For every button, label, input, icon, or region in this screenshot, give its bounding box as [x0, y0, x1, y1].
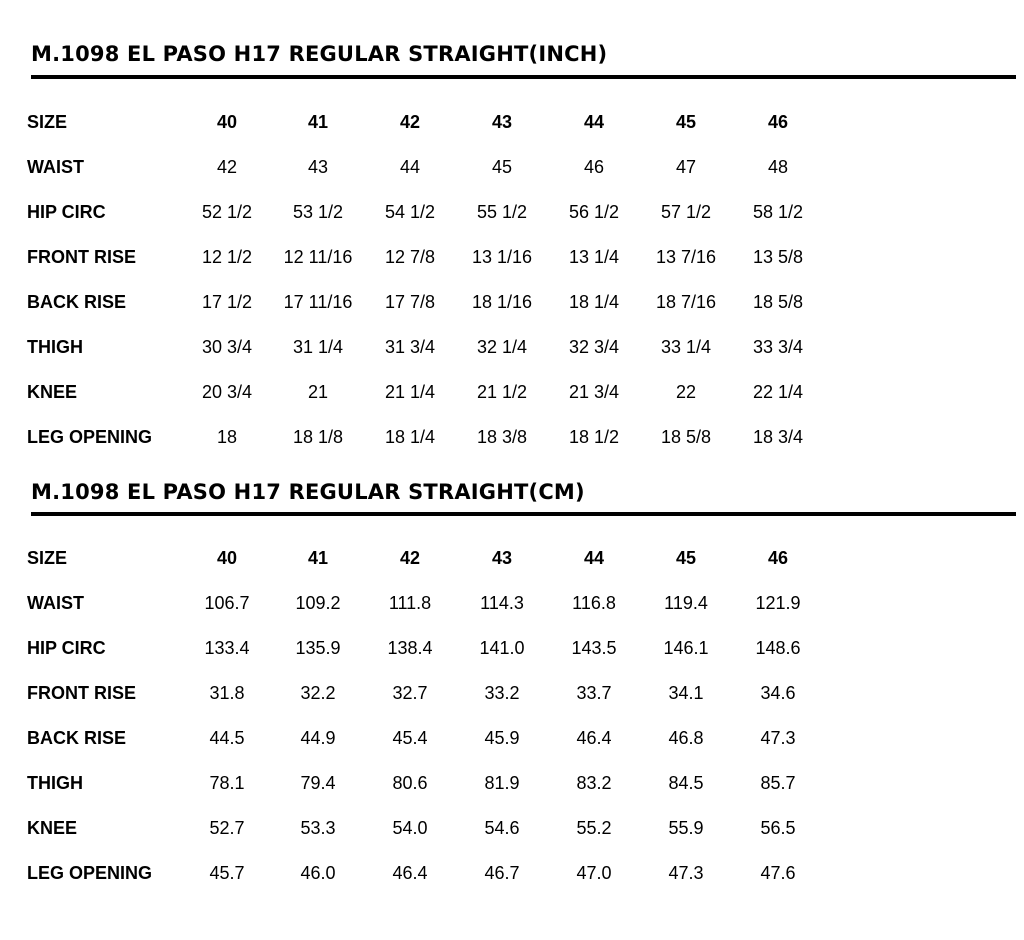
table-cell: 83.2 [576, 773, 612, 793]
size-cell: 46 [767, 548, 789, 568]
table-cell: 18 1/16 [471, 292, 533, 312]
table-cell: 79.4 [300, 773, 336, 793]
table-cell: 13 1/16 [471, 247, 533, 267]
table-cell: 18 1/4 [384, 427, 436, 447]
row-label: KNEE [27, 382, 78, 402]
table-cell: 133.4 [204, 638, 250, 658]
table-cell: 22 [675, 382, 697, 402]
table-cell: 57 1/2 [660, 202, 712, 222]
table-cell: 84.5 [668, 773, 704, 793]
table-cell: 21 3/4 [568, 382, 620, 402]
table-cell: 143.5 [571, 638, 617, 658]
table-cell: 31 3/4 [384, 337, 436, 357]
table-cell: 12 11/16 [283, 247, 353, 267]
table-cell: 78.1 [209, 773, 245, 793]
table-cell: 47.3 [760, 728, 796, 748]
table-title: M.1098 EL PASO H17 REGULAR STRAIGHT(INCH) [31, 42, 608, 66]
table-cell: 18 5/8 [752, 292, 804, 312]
table-row [0, 726, 1024, 750]
table-cell: 116.8 [572, 593, 616, 613]
table-row [0, 380, 1024, 404]
table-row [0, 681, 1024, 705]
size-header-row [0, 110, 1024, 134]
size-cell: 44 [583, 548, 605, 568]
table-cell: 45 [491, 157, 513, 177]
table-cell: 47.0 [576, 863, 612, 883]
row-label: BACK RISE [27, 292, 127, 312]
size-cell: 42 [399, 112, 421, 132]
table-cell: 31 1/4 [292, 337, 344, 357]
table-cell: 52 1/2 [201, 202, 253, 222]
table-row [0, 425, 1024, 449]
table-cell: 44.9 [300, 728, 336, 748]
row-label: SIZE [27, 112, 68, 132]
table-cell: 32 3/4 [568, 337, 620, 357]
row-label: SIZE [27, 548, 68, 568]
table-cell: 18 1/8 [292, 427, 344, 447]
table-cell: 22 1/4 [752, 382, 804, 402]
table-row [0, 591, 1024, 615]
table-cell: 56.5 [760, 818, 796, 838]
row-label: LEG OPENING [27, 863, 153, 883]
table-cell: 18 1/2 [568, 427, 620, 447]
table-cell: 32.2 [300, 683, 336, 703]
table-cell: 141.0 [479, 638, 525, 658]
table-row [0, 290, 1024, 314]
table-row [0, 771, 1024, 795]
table-cell: 55 1/2 [476, 202, 528, 222]
size-header-row [0, 546, 1024, 570]
table-cell: 46.7 [484, 863, 520, 883]
table-cell: 81.9 [484, 773, 520, 793]
table-cell: 46.8 [668, 728, 704, 748]
table-cell: 32.7 [392, 683, 428, 703]
table-row [0, 636, 1024, 660]
table-cell: 109.2 [295, 593, 341, 613]
table-cell: 146.1 [663, 638, 709, 658]
table-cell: 138.4 [387, 638, 433, 658]
table-cell: 54.6 [484, 818, 520, 838]
size-cell: 42 [399, 548, 421, 568]
table-cell: 12 7/8 [384, 247, 436, 267]
row-label: HIP CIRC [27, 202, 106, 222]
table-cell: 33 1/4 [660, 337, 712, 357]
table-title: M.1098 EL PASO H17 REGULAR STRAIGHT(CM) [31, 480, 585, 504]
table-cell: 45.4 [392, 728, 428, 748]
row-label: BACK RISE [27, 728, 127, 748]
row-label: THIGH [27, 337, 83, 357]
row-label: WAIST [27, 593, 84, 613]
table-cell: 85.7 [760, 773, 796, 793]
table-row [0, 816, 1024, 840]
table-cell: 21 1/4 [384, 382, 436, 402]
table-cell: 18 [216, 427, 238, 447]
table-cell: 114.3 [480, 593, 524, 613]
size-cell: 44 [583, 112, 605, 132]
size-cell: 41 [307, 112, 329, 132]
table-cell: 53.3 [300, 818, 336, 838]
table-cell: 48 [767, 157, 789, 177]
size-cell: 40 [216, 112, 238, 132]
table-row [0, 155, 1024, 179]
table-cell: 17 1/2 [201, 292, 253, 312]
table-cell: 55.9 [668, 818, 704, 838]
table-cell: 44 [399, 157, 421, 177]
table-cell: 33.7 [576, 683, 612, 703]
table-cell: 32 1/4 [476, 337, 528, 357]
table-cell: 46.4 [392, 863, 428, 883]
table-row [0, 861, 1024, 885]
size-cell: 46 [767, 112, 789, 132]
table-cell: 18 3/8 [476, 427, 528, 447]
table-cell: 148.6 [755, 638, 801, 658]
table-cell: 18 1/4 [568, 292, 620, 312]
table-cell: 45.7 [209, 863, 245, 883]
table-cell: 46.0 [300, 863, 336, 883]
table-cell: 18 7/16 [655, 292, 717, 312]
table-cell: 58 1/2 [752, 202, 804, 222]
table-cell: 34.6 [760, 683, 796, 703]
size-cell: 43 [491, 548, 513, 568]
row-label: FRONT RISE [27, 683, 137, 703]
table-cell: 30 3/4 [201, 337, 253, 357]
table-cell: 53 1/2 [292, 202, 344, 222]
table-cell: 119.4 [664, 593, 708, 613]
table-cell: 13 5/8 [752, 247, 804, 267]
table-cell: 45.9 [484, 728, 520, 748]
table-cell: 47.3 [668, 863, 704, 883]
table-cell: 13 7/16 [655, 247, 717, 267]
table-cell: 106.7 [204, 593, 250, 613]
table-cell: 21 [307, 382, 329, 402]
table-cell: 18 3/4 [752, 427, 804, 447]
size-cell: 43 [491, 112, 513, 132]
table-cell: 52.7 [209, 818, 245, 838]
table-cell: 47.6 [760, 863, 796, 883]
size-cell: 45 [675, 112, 697, 132]
table-cell: 44.5 [209, 728, 245, 748]
table-row [0, 335, 1024, 359]
table-cell: 46.4 [576, 728, 612, 748]
table-cell: 42 [216, 157, 238, 177]
row-label: HIP CIRC [27, 638, 106, 658]
table-cell: 55.2 [576, 818, 612, 838]
row-label: THIGH [27, 773, 83, 793]
table-cell: 17 7/8 [384, 292, 436, 312]
table-cell: 12 1/2 [201, 247, 253, 267]
title-underline [31, 75, 1016, 79]
table-cell: 33 3/4 [752, 337, 804, 357]
table-cell: 56 1/2 [568, 202, 620, 222]
table-cell: 33.2 [484, 683, 520, 703]
table-row [0, 200, 1024, 224]
row-label: LEG OPENING [27, 427, 153, 447]
table-cell: 80.6 [392, 773, 428, 793]
size-cell: 40 [216, 548, 238, 568]
table-cell: 43 [307, 157, 329, 177]
table-cell: 34.1 [668, 683, 704, 703]
table-cell: 21 1/2 [476, 382, 528, 402]
row-label: WAIST [27, 157, 84, 177]
row-label: FRONT RISE [27, 247, 137, 267]
table-cell: 54 1/2 [384, 202, 436, 222]
size-cell: 45 [675, 548, 697, 568]
table-cell: 135.9 [295, 638, 341, 658]
table-cell: 18 5/8 [660, 427, 712, 447]
table-cell: 13 1/4 [568, 247, 620, 267]
table-cell: 20 3/4 [201, 382, 253, 402]
table-cell: 47 [675, 157, 697, 177]
table-cell: 121.9 [755, 593, 801, 613]
row-label: KNEE [27, 818, 78, 838]
table-cell: 31.8 [209, 683, 245, 703]
table-row [0, 245, 1024, 269]
table-cell: 54.0 [392, 818, 428, 838]
size-cell: 41 [307, 548, 329, 568]
table-cell: 111.8 [388, 593, 432, 613]
title-underline [31, 512, 1016, 516]
table-cell: 17 11/16 [283, 292, 353, 312]
table-cell: 46 [583, 157, 605, 177]
